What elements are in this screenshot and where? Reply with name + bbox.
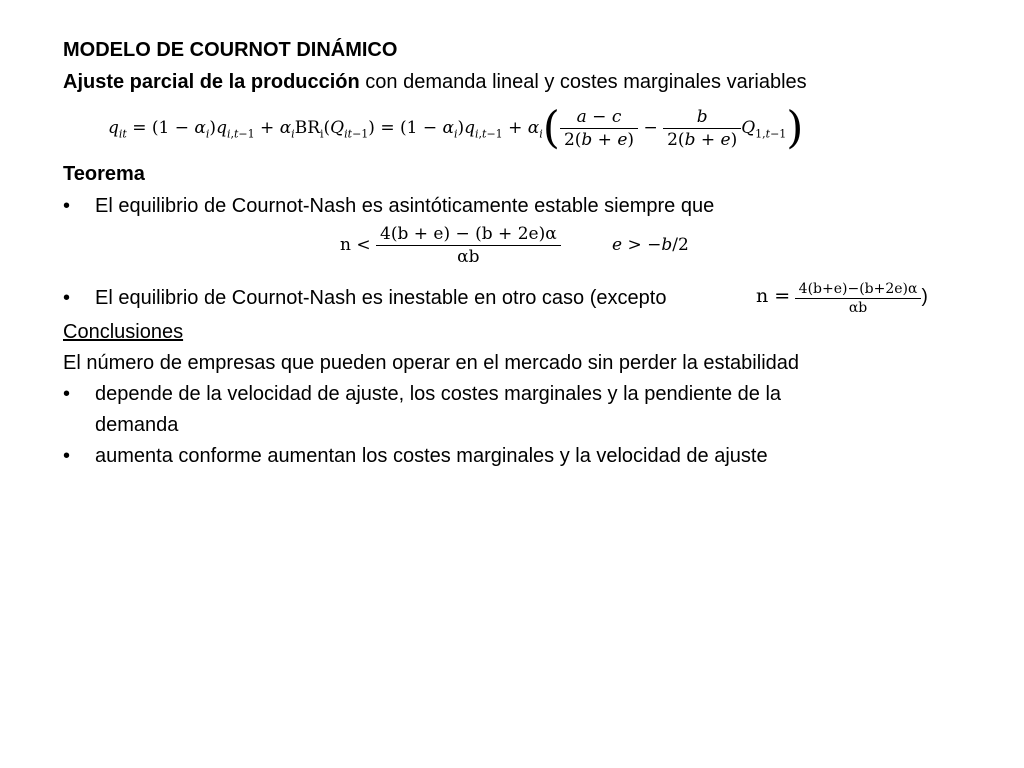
conclusion-bullet-increases: aumenta conforme aumentan los costes marginales y la velocidad de ajuste	[95, 445, 768, 467]
theorem-bullet-stable: El equilibrio de Cournot-Nash es asintóticamente estable siempre que	[95, 195, 715, 217]
parameter-condition: e > −b/2	[612, 235, 689, 255]
exception-condition: n = $\frac{4(b+e)-(b+2e)\alpha}{\alpha b}$ )	[756, 280, 928, 316]
bullet-icon: •	[63, 383, 71, 405]
conclusions-heading: Conclusiones	[63, 321, 184, 343]
stability-condition: n < $\frac{4(b + e) - (b + 2e)\alpha}{\alpha b}$	[340, 220, 561, 270]
conclusion-bullet-depends: depende de la velocidad de ajuste, los costes marginales y la pendiente de la	[95, 383, 782, 405]
subtitle	[63, 70, 807, 94]
theorem-bullet-unstable: El equilibrio de Cournot-Nash es inestable en otro caso (excepto	[95, 287, 667, 309]
subtitle-bold: Ajuste parcial de la producción	[63, 71, 360, 93]
bullet-icon: •	[63, 195, 71, 217]
subtitle-rest: con demanda lineal y costes marginales variables	[359, 71, 807, 93]
slide-title: MODELO DE COURNOT DINÁMICO	[63, 39, 398, 61]
bullet-icon: •	[63, 287, 71, 309]
conclusions-intro: El número de empresas que pueden operar en el mercado sin perder la estabilidad	[63, 352, 800, 374]
bullet-icon: •	[63, 445, 71, 467]
theorem-heading: Teorema	[63, 163, 145, 185]
adjustment-equation: $q_{it} = (1 - \alpha_i)q_{i,t-1} + \alpha_iBR_i(Q_{it-1}) = (1 - \alpha_i)q_{i,t-1} + \alpha_i$( $\frac{a - c}{2(b + e)}$ − $\frac{b}{2(b + e)}$ $Q_{1,t-1}$)	[108, 102, 804, 154]
conclusion-bullet-depends-cont: demanda	[95, 414, 179, 436]
